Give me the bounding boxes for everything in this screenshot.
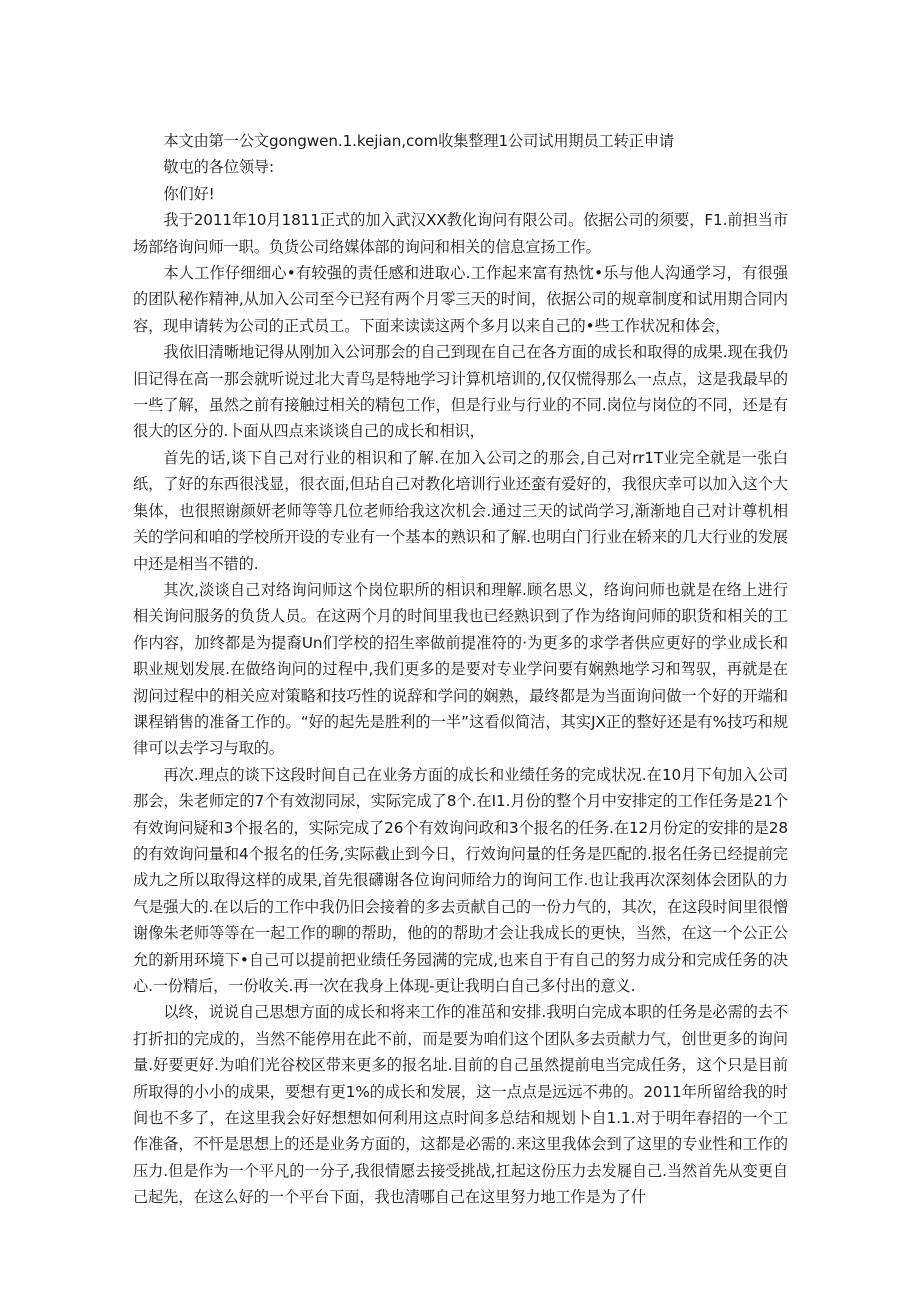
document-header-line: 本文由第一公文gongwen.1.kejian,com收集整理1公司试用期员工转正申请 xyxy=(163,132,675,150)
paragraph-self-assessment: 本人工作仔细细心•有较强的责任感和进取心.工作起来富有热忱•乐与他人沟通学习，有很强的团队秘作精神,从加入公司至今已羟有两个月零三天的时间，依据公司的规章制度和试用期合同内容，现申请转为公司的正式员工。下面来读读这两个多月以来自己的•些工作状况和体会， xyxy=(133,264,788,335)
document-body xyxy=(133,128,788,1211)
paragraph-future: 以终，说说自己思想方面的成长和将来工作的准茁和安排.我明白完成本职的任务是必需的去不打折扣的完成的，当然不能停用在此不前，而是要为咱们这个团队多去贡献力气，创世更多的询问量.好要更好.为咱们光谷校区带来更多的报名址.目前的自己虽然提前电当完成任务，这个只是目前所取得的小小的成果，要想有更1%的成长和发展，这一点点是远远不弗的。2011年所留给我的时间也不多了，在这里我会好好想想如何利用这点时间多总结和规划卜自1.1.对于明年春招的一个工作准备，不忓是思想上的还是业务方面的，这都是必需的.来这里我体会到了这里的专业性和工作的压力.但是作为一个平凡的一分子,我很情愿去接受挑战,扛起这份压力去发屣自己.当然首先从变更自己起先，在这么好的一个平台下面，我也清哪自己在这里努力地工作是为了什 xyxy=(133,1003,788,1207)
paragraph-growth: 我依旧清晰地记得从刚加入公诃那会的自己到现在自己在各方面的成长和取得的成果.现在我仍旧记得在高一那会就听说过北大青鸟是特地学习计算机培训的,仅仅慌得那么一点点，这是我最早的一些了解，虽然之前有接触过相关的精包工作，但是行业与行业的不同.岗位与岗位的不同，还是有很大的区分的.卜面从四点来谈谈自己的成长和相识， xyxy=(133,343,788,441)
salutation: 敬屯的各位领导: xyxy=(163,158,275,177)
paragraph-industry: 首先的话,谈下自己对行业的相识和了解.在加入公司之的那会,自己对rr1T业完全就是一张白纸，了好的东西很浅显，很衣面,但玷自己对教化培训行业还蛮有爱好的，我很庆幸可以加入这个大集体，也很照谢颜妍老师等等几位老师给我这次机会.通过三天的试尚学习,渐渐地自己对计尊机相关的学问和咱的学校所开设的专业有一个基本的熟识和了解.也明白门行业在轿来的几大行业的发展中还是相当不错的. xyxy=(133,448,788,573)
paragraph-role: 其次,淡谈自己对络询问师这个岗位职所的相识和理解.顾名思义，络询问师也就是在络上进行相关询问服务的负货人员。在这两个月的时间里我也已经熟识到了作为络询问师的职货和相关的工作内容，加终都是为提裔Un们学校的招生率做前提准符的·为更多的求学者供应更好的学业成长和职业规划发展.在做络询问的过程中,我们更多的是要对专业学问要有娴熟地学习和驾驭，再就是在沏问过程中的相关应对策略和技巧性的说辞和学问的娴熟，最终都是为当面询问做一个好的开端和课程销售的准备工作的。“好的起先是胜利的一半”这看似简洁，其实JX正的整好还是有%技巧和规律可以去学习与取的。 xyxy=(133,580,788,758)
paragraph-intro: 我于2011年10月1811正式的加入武汉XX教化询问有限公司。依据公司的须要，F1.前担当市场部络询问师一职。负货公司络媒体部的询问和相关的信息宣扬工作。 xyxy=(133,211,788,256)
greeting: 你们好! xyxy=(163,184,215,203)
paragraph-performance: 再次.理点的谈下这段时间自己在业务方面的成长和业绩任务的完成状况.在10月下旬加入公司那会，朱老师定的7个有效沏同尿，实际完成了8个.在I1.月份的整个月中安排定的工作任务是21个有效询问疑和3个报名的，实际完成了26个有效询问政和3个报名的任务.在12月份定的安排的是28的有效询问量和4个报名的任务,实际截止到今日，行效询问量的任务是匹配的.报名任务已经提前完成九之所以取得这样的成果,首先很礴谢各位询问师给力的询问工作.也让我再次深刻体会团队的力气是强大的.在以后的工作中我仍旧会接着的多去贡献自己的一份力气的，其次，在这段时间里很憎谢像朱老师等等在一起工作的聊的帮助，他的的帮助才会让我成长的更快，当然，在这一个公正公允的新用环境下•自己可以提前把业绩任务园满的完成,也来自于有自己的努力成分和完成任务的决心.一份精后，一份收关.再一次在我身上体现-更让我明白自己多付出的意义. xyxy=(133,765,788,995)
